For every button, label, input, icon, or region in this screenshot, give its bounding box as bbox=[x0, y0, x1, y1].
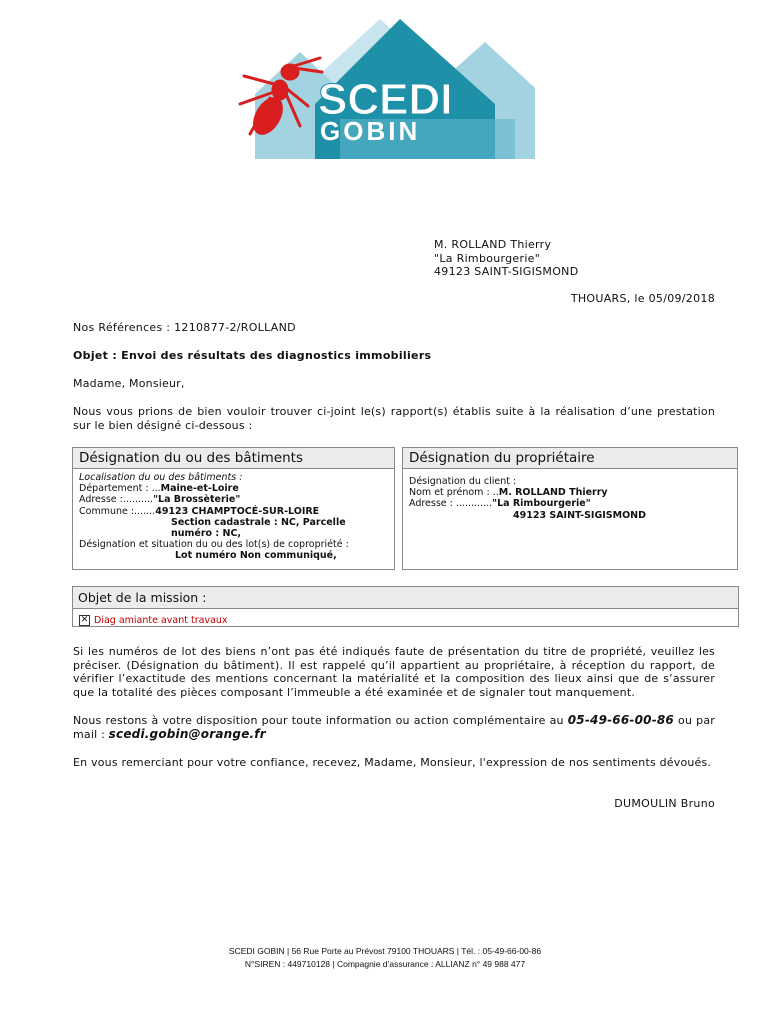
salutation: Madame, Monsieur, bbox=[73, 377, 185, 390]
commune-label: Commune :....... bbox=[79, 505, 156, 517]
footer-line-1: SCEDI GOBIN | 56 Rue Porte au Prévost 79100 THOUARS | Tél. : 05-49-66-00-86 bbox=[228, 946, 542, 956]
addr-label: Adresse :.......... bbox=[79, 494, 154, 506]
building-box-title: Désignation du ou des bâtiments bbox=[73, 448, 394, 469]
reference-line: Nos Références : 1210877-2/ROLLAND bbox=[73, 321, 296, 334]
date-line: THOUARS, le 05/09/2018 bbox=[570, 292, 715, 305]
contact-phone: 05-49-66-00-86 bbox=[567, 713, 674, 727]
building-addr-row bbox=[79, 494, 388, 505]
contact-text-a: Nous restons à votre disposition pour toute information ou action complémentaire au bbox=[73, 714, 568, 727]
lot-line: Lot numéro Non communiqué, bbox=[175, 550, 337, 562]
recipient-street: "La Rimbourgerie" bbox=[434, 251, 541, 265]
building-commune-row bbox=[79, 506, 388, 517]
signature: DUMOULIN Bruno bbox=[614, 797, 715, 810]
owner-addr-value: "La Rimbourgerie" bbox=[492, 498, 591, 510]
owner-city-value: 49123 SAINT-SIGISMOND bbox=[513, 509, 646, 521]
building-box-body bbox=[73, 469, 394, 565]
contact-email: scedi.gobin@orange.fr bbox=[108, 726, 266, 741]
numero-line: numéro : NC, bbox=[171, 528, 242, 540]
mission-item bbox=[73, 615, 228, 626]
contact-paragraph bbox=[73, 714, 715, 741]
footer-line-2: N°SIREN : 449710128 | Compagnie d’assurance : ALLIANZ n° 49 988 477 bbox=[244, 959, 526, 969]
owner-addr-label: Adresse : ............ bbox=[409, 498, 493, 510]
building-designation-box bbox=[72, 447, 395, 570]
owner-name-label: Nom et prénom : .. bbox=[409, 487, 499, 499]
owner-box-title: Désignation du propriétaire bbox=[403, 448, 737, 469]
logo-text-scedi: SCEDI bbox=[318, 75, 453, 124]
closing-paragraph: En vous remerciant pour votre confiance, recevez, Madame, Monsieur, l'expression de nos sentiments dévoués. bbox=[73, 756, 712, 769]
mission-title: Objet de la mission : bbox=[78, 590, 207, 605]
owner-addr-row bbox=[409, 498, 731, 509]
contact-text-b: ou par mail : bbox=[73, 714, 715, 741]
owner-name-value: M. ROLLAND Thierry bbox=[498, 487, 608, 499]
dept-label: Département : ... bbox=[79, 483, 161, 495]
mission-checkbox[interactable]: ✕ bbox=[80, 615, 89, 625]
owner-name-row bbox=[409, 487, 731, 498]
recipient-name: M. ROLLAND Thierry bbox=[434, 238, 552, 251]
company-logo bbox=[230, 14, 540, 162]
building-dept-row bbox=[79, 483, 388, 494]
mission-body bbox=[72, 608, 739, 627]
owner-box-body bbox=[403, 469, 737, 524]
building-localisation-label: Localisation du ou des bâtiments : bbox=[79, 472, 243, 483]
intro-paragraph: Nous vous prions de bien vouloir trouver ci-joint le(s) rapport(s) établis suite à la réalisation d’une prestation sur le bien désigné ci-dessous : bbox=[73, 405, 715, 432]
owner-designation-box bbox=[402, 447, 738, 570]
mission-header bbox=[72, 586, 739, 609]
commune-value: 49123 CHAMPTOCÉ-SUR-LOIRE bbox=[155, 505, 320, 517]
recipient-city: 49123 SAINT-SIGISMOND bbox=[434, 265, 579, 278]
logo-text-gobin: GOBIN bbox=[320, 116, 421, 146]
lot-numbers-paragraph: Si les numéros de lot des biens n’ont pas été indiqués faute de présentation du titre de propriété, veuillez les préciser. (Désignation du bâtiment). Il est rappelé qu’il appartient au propriétaire, à réception du rapport, de vérifier l’exactitude des mentions concernant la matérialité et la composition des lieux ainsi que de s’assurer que la totalité des pièces composant l’immeuble a été examinée et de signaler tout manquement. bbox=[73, 645, 715, 699]
copro-label: Désignation et situation du ou des lot(s) de copropriété : bbox=[79, 539, 349, 551]
recipient-address bbox=[434, 238, 578, 279]
addr-value: "La Brossèterie" bbox=[153, 494, 241, 506]
mission-item-label: Diag amiante avant travaux bbox=[94, 615, 228, 626]
subject-line: Objet : Envoi des résultats des diagnostics immobiliers bbox=[73, 349, 432, 362]
logo-graphic bbox=[230, 14, 540, 162]
dept-value: Maine-et-Loire bbox=[160, 483, 239, 495]
client-label: Désignation du client : bbox=[409, 476, 517, 487]
cadastre-line: Section cadastrale : NC, Parcelle bbox=[171, 516, 346, 528]
